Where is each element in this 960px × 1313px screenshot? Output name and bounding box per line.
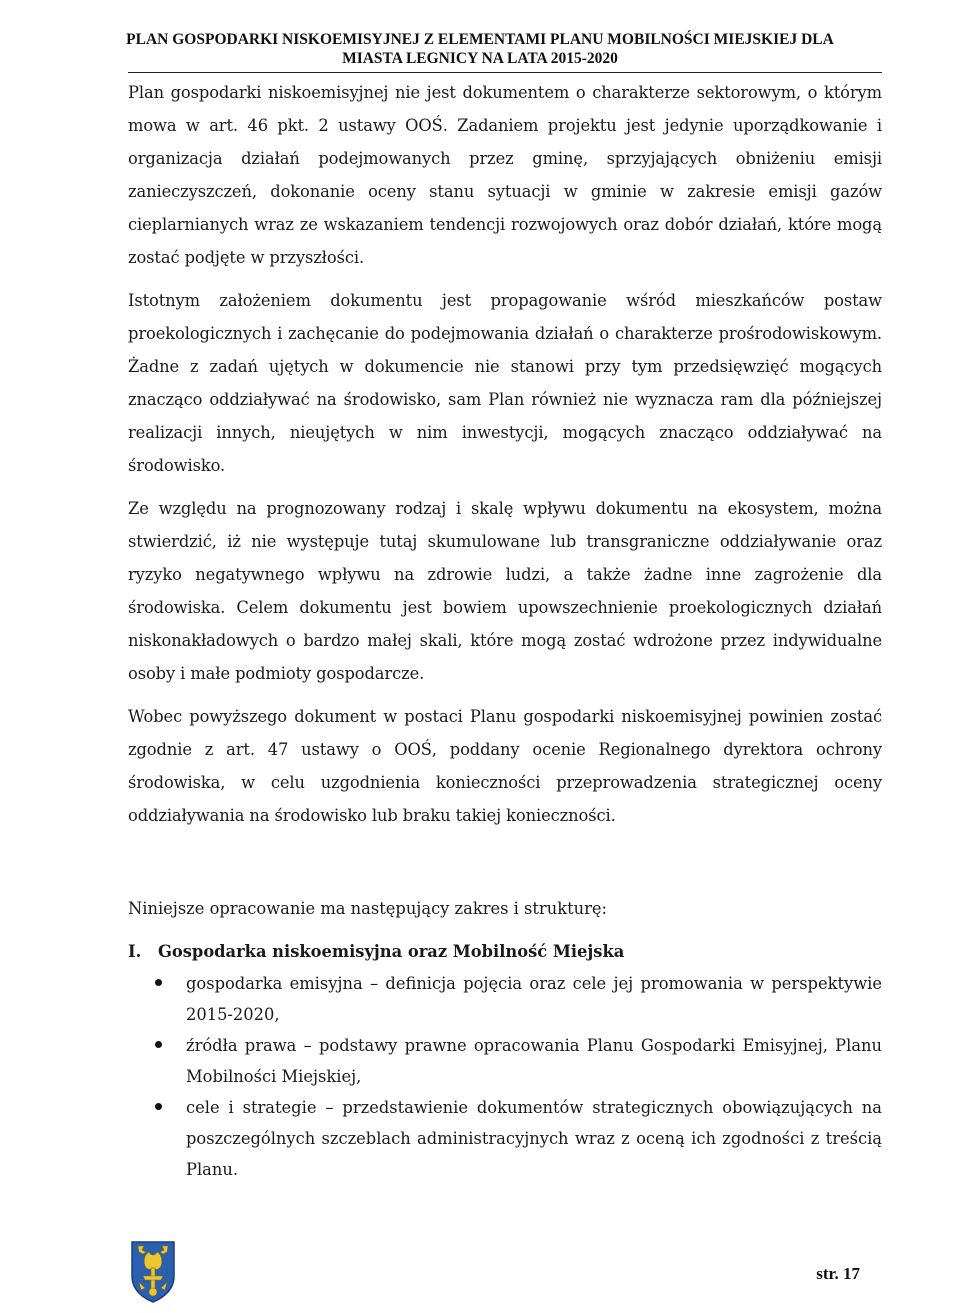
paragraph-4: Wobec powyższego dokument w postaci Planu gospodarki niskoemisyjnej powinien zostać zgodnie z art. 47 ustawy o OOŚ, poddany ocenie Regionalnego dyrektora ochrony środowiska, w celu uzgodnienia konieczności przeprowadzenia strategicznej oceny oddziaływania na środowisko lub braku takiej konieczności. (128, 707, 882, 825)
paragraph-3: Ze względu na prognozowany rodzaj i skalę wpływu dokumentu na ekosystem, można stwierdzić, iż nie występuje tutaj skumulowane lub transgraniczne oddziaływanie oraz ryzyko negatywnego wpływu na zdrowie ludzi, a także żadne inne zagrożenie dla środowiska. Celem dokumentu jest bowiem upowszechnienie proekologicznych działań niskonakładowych o bardzo małej skali, które mogą zostać wdrożone przez indywidualne osoby i małe podmioty gospodarcze. (128, 499, 882, 683)
section-number: I. (128, 942, 142, 961)
bullet-icon (155, 979, 162, 986)
running-header (0, 30, 960, 68)
header-divider (128, 72, 882, 73)
list-item-text: cele i strategie – przedstawienie dokumentów strategicznych obowiązujących na poszczególnych szczeblach administracyjnych wraz z oceną ich zgodności z treścią Planu. (186, 1098, 882, 1179)
bullet-icon (155, 1103, 162, 1110)
structure-intro: Niniejsze opracowanie ma następujący zakres i strukturę: (128, 899, 608, 918)
list-item (128, 1092, 882, 1185)
list-item (128, 968, 882, 1030)
list-item-text: źródła prawa – podstawy prawne opracowania Planu Gospodarki Emisyjnej, Planu Mobilności Miejskiej, (186, 1036, 882, 1086)
list-item (128, 1030, 882, 1092)
section-heading (128, 935, 882, 968)
section-title: Gospodarka niskoemisyjna oraz Mobilność Miejska (158, 942, 625, 961)
section-bullet-list (128, 968, 882, 1185)
paragraph-1: Plan gospodarki niskoemisyjnej nie jest dokumentem o charakterze sektorowym, o którym mowa w art. 46 pkt. 2 ustawy OOŚ. Zadaniem projektu jest jedynie uporządkowanie i organizacja działań podejmowanych przez gminę, sprzyjających obniżeniu emisji zanieczyszczeń, dokonanie oceny stanu sytuacji w gminie w zakresie emisji gazów cieplarnianych wraz ze wskazaniem tendencji rozwojowych oraz dobór działań, które mogą zostać podjęte w przyszłości. (128, 83, 882, 267)
legnica-coat-of-arms-icon (129, 1240, 177, 1304)
page-number: str. 17 (816, 1264, 860, 1283)
paragraph-2: Istotnym założeniem dokumentu jest propagowanie wśród mieszkańców postaw proekologicznych i zachęcanie do podejmowania działań o charakterze prośrodowiskowym. Żadne z zadań ujętych w dokumencie nie stanowi przy tym przedsięwzięć mogących znacząco oddziaływać na środowisko, sam Plan również nie wyznacza ram dla późniejszej realizacji innych, nieujętych w nim inwestycji, mogących znacząco oddziaływać na środowisko. (128, 291, 882, 475)
running-header-line-2: MIASTA LEGNICY NA LATA 2015-2020 (342, 50, 618, 67)
bullet-icon (155, 1041, 162, 1048)
running-header-line-1: PLAN GOSPODARKI NISKOEMISYJNEJ Z ELEMENTAMI PLANU MOBILNOŚCI MIEJSKIEJ DLA (126, 31, 834, 48)
page-body (128, 76, 882, 1185)
list-item-text: gospodarka emisyjna – definicja pojęcia oraz cele jej promowania w perspektywie 2015-2020, (186, 974, 882, 1024)
